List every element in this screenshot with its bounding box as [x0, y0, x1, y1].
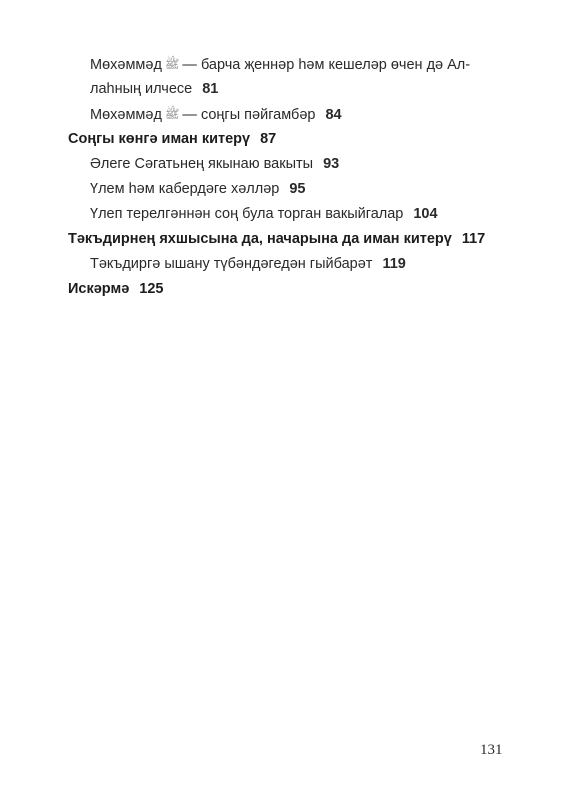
toc-entry-last-day[interactable]: [68, 127, 276, 152]
entry-title: Үлем һәм кабердәге хәлләр: [90, 181, 280, 197]
pbuh-honorific-icon: ﷺ: [164, 57, 180, 71]
toc-entry-notes[interactable]: [68, 277, 163, 302]
toc-entry-muhammad-messenger-line2[interactable]: [90, 77, 218, 102]
entry-title: Мөхәммәд: [90, 107, 162, 123]
toc-entry-after-resurrection[interactable]: [90, 202, 438, 227]
page-number: 95: [289, 181, 306, 197]
entry-title: Соңгы көнгә иман китерү: [68, 131, 251, 147]
entry-title-cont: — барча җеннәр һәм кешеләр өчен дә Ал-: [182, 57, 471, 73]
entry-title: Искәрмә: [68, 281, 130, 297]
entry-title: Тәкъдирнең яхшысына да, начарына да иман китерү: [68, 231, 452, 247]
page-number: 93: [323, 156, 340, 172]
toc-entry-hour-approach[interactable]: [90, 152, 339, 177]
page-number: 81: [202, 81, 219, 97]
entry-title: Әлеге Сәгатьнең якынаю вакыты: [90, 156, 314, 172]
page-number: 104: [413, 206, 438, 222]
entry-title: Мөхәммәд: [90, 57, 162, 73]
toc-entry-muhammad-messenger-line1[interactable]: [90, 52, 470, 78]
toc-entry-muhammad-last-prophet[interactable]: [90, 102, 342, 128]
toc-entry-death-grave[interactable]: [90, 177, 305, 202]
entry-title-cont: — соңгы пәйгамбәр: [182, 107, 316, 123]
toc-entry-belief-in-destiny[interactable]: [90, 252, 406, 277]
entry-title: Үлеп терелгәннән соң була торган вакыйгалар: [90, 206, 404, 222]
page-number: 87: [260, 131, 277, 147]
page-number: 84: [325, 107, 342, 123]
page-number: 119: [382, 256, 406, 272]
page-folio: 131: [480, 742, 503, 758]
page-number: 125: [139, 281, 164, 297]
entry-title: Тәкъдиргә ышану түбәндәгедән гыйбарәт: [90, 256, 373, 272]
entry-title: лаһның илчесе: [90, 81, 193, 97]
page-number: 117: [461, 231, 486, 247]
toc-entry-predestination[interactable]: [68, 227, 485, 252]
pbuh-honorific-icon: ﷺ: [164, 107, 180, 121]
